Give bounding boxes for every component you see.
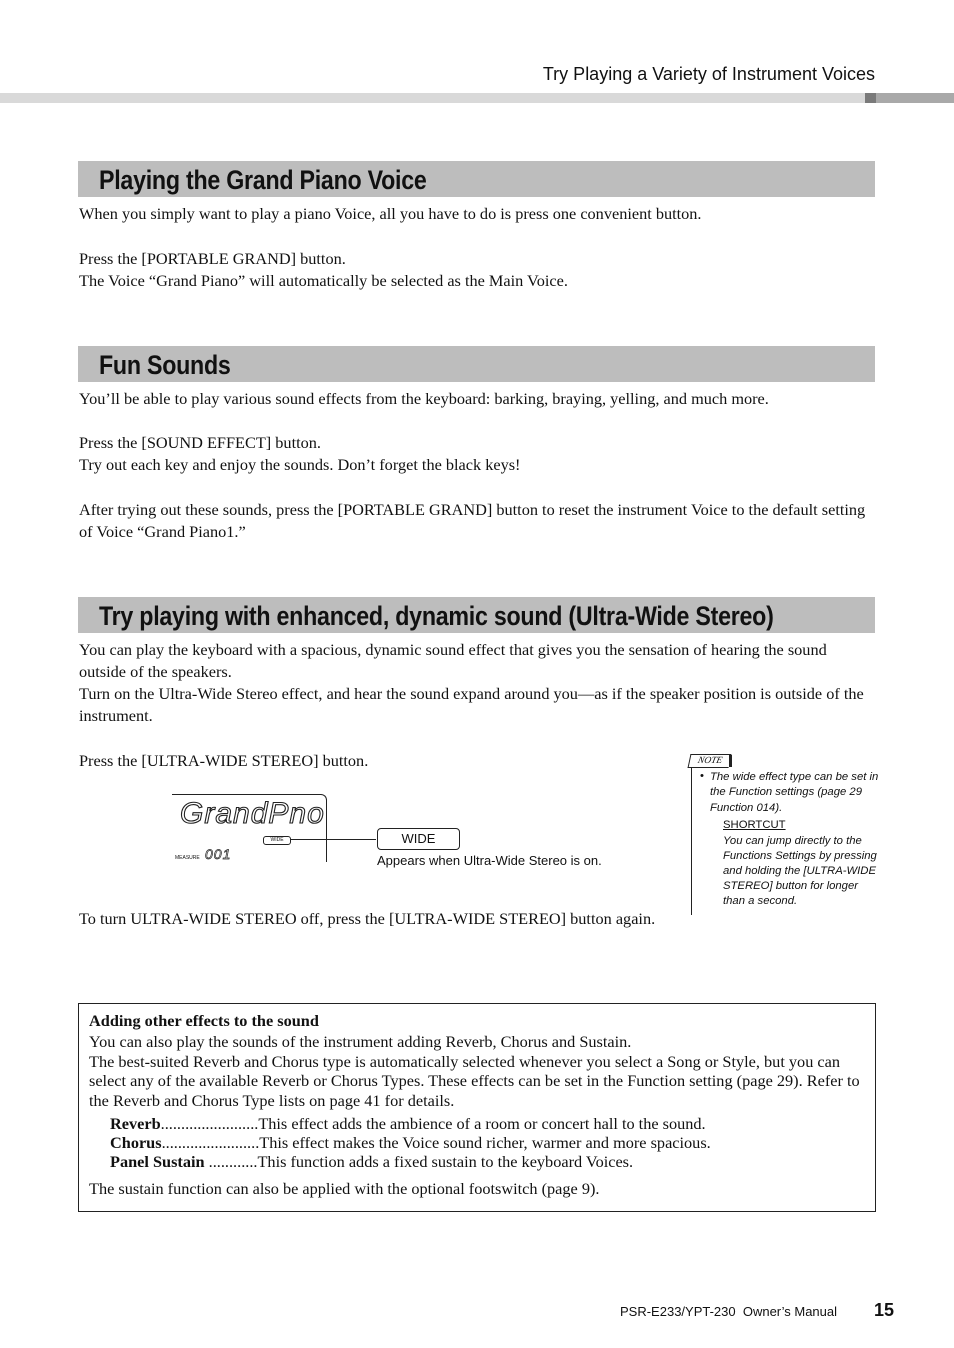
shortcut-label: SHORTCUT	[723, 819, 786, 831]
definition-row-chorus	[110, 1133, 711, 1152]
section-header-fun-sounds	[78, 346, 875, 382]
grand-piano-step: Press the [PORTABLE GRAND] button.	[79, 249, 346, 268]
definition-desc: This effect adds the ambience of a room or concert hall to the sound.	[258, 1114, 706, 1133]
wide-callout-text: Appears when Ultra-Wide Stereo is on.	[377, 853, 602, 868]
definition-desc: This function adds a fixed sustain to the keyboard Voices.	[257, 1152, 634, 1171]
fun-sounds-reset: After trying out these sounds, press the [PORTABLE GRAND] button to reset the instrument Voice to the default setting of Voice “Grand Piano1.”	[79, 500, 866, 541]
note-bullet: •	[700, 770, 704, 782]
section-title: Playing the Grand Piano Voice	[99, 165, 427, 195]
footer-manual-title: PSR-E233/YPT-230 Owner’s Manual	[620, 1304, 838, 1319]
grand-piano-result: The Voice “Grand Piano” will automatically be selected as the Main Voice.	[79, 271, 568, 290]
header-rule-marker	[865, 93, 876, 103]
section-header-ultra-wide	[78, 597, 875, 633]
section-title: Try playing with enhanced, dynamic sound (Ultra-Wide Stereo)	[99, 601, 774, 631]
definition-leader: ........................	[161, 1133, 260, 1152]
section-title: Fun Sounds	[99, 350, 231, 380]
ultra-wide-step: Press the [ULTRA-WIDE STEREO] button.	[79, 751, 369, 770]
definition-term: Reverb	[110, 1114, 161, 1133]
effects-box-title: Adding other effects to the sound	[89, 1011, 319, 1030]
definition-row-reverb	[110, 1114, 706, 1133]
definition-row-panel-sustain	[110, 1152, 633, 1171]
definition-desc: This effect makes the Voice sound richer, warmer and more spacious.	[259, 1133, 711, 1152]
effects-box-paragraph-1: You can also play the sounds of the instrument adding Reverb, Chorus and Sustain.	[89, 1032, 632, 1051]
lcd-measure-label: MEASURE	[175, 855, 200, 861]
section-header-grand-piano	[78, 161, 875, 197]
lcd-wide-indicator: WIDE	[263, 836, 291, 845]
definition-leader: ........................	[160, 1114, 259, 1133]
fun-sounds-result: Try out each key and enjoy the sounds. Don’t forget the black keys!	[79, 455, 521, 474]
shortcut-text: You can jump directly to the Functions Settings by pressing and holding the [ULTRA-WIDE STEREO] button for longer than a second.	[723, 835, 877, 908]
note-tag: NOTE	[688, 754, 732, 768]
grand-piano-intro: When you simply want to play a piano Voice, all you have to do is press one convenient button.	[79, 204, 702, 223]
fun-sounds-intro: You’ll be able to play various sound effects from the keyboard: barking, braying, yelling, and much more.	[79, 389, 769, 408]
ultra-wide-off: To turn ULTRA-WIDE STEREO off, press the [ULTRA-WIDE STEREO] button again.	[79, 909, 656, 928]
wide-callout-badge: WIDE	[377, 828, 460, 850]
note-tag-end	[729, 755, 732, 767]
fun-sounds-step: Press the [SOUND EFFECT] button.	[79, 433, 321, 452]
callout-leader-line	[290, 839, 376, 840]
note-rule	[691, 767, 692, 915]
ultra-wide-intro-1: You can play the keyboard with a spacious, dynamic sound effect that gives you the sensation of hearing the sound outside of the speakers.	[79, 640, 827, 681]
running-head-title: Try Playing a Variety of Instrument Voices	[542, 64, 875, 84]
header-rule-end	[876, 93, 954, 103]
lcd-voice-name: GrandPno	[180, 797, 325, 830]
page-number: 15	[874, 1300, 895, 1320]
definition-term: Chorus	[110, 1133, 162, 1152]
lcd-measure-value: 001	[205, 846, 232, 862]
effects-box-footer: The sustain function can also be applied with the optional footswitch (page 9).	[89, 1179, 600, 1198]
effects-box-paragraph-2: The best-suited Reverb and Chorus type is automatically selected whenever you select a Song or Style, but you can select any of the available Reverb or Chorus Types. These effects can be set in the Function setting (page 29). Refer to the Reverb and Chorus Type lists on page 41 for details.	[89, 1052, 860, 1110]
note-text: The wide effect type can be set in the Function settings (page 29 Function 014).	[710, 771, 879, 814]
definition-term: Panel Sustain	[110, 1152, 205, 1171]
ultra-wide-intro-2: Turn on the Ultra-Wide Stereo effect, and hear the sound expand around you—as if the speaker position is outside of the instrument.	[79, 684, 864, 725]
header-rule	[0, 93, 954, 103]
definition-leader: ............	[204, 1152, 258, 1171]
